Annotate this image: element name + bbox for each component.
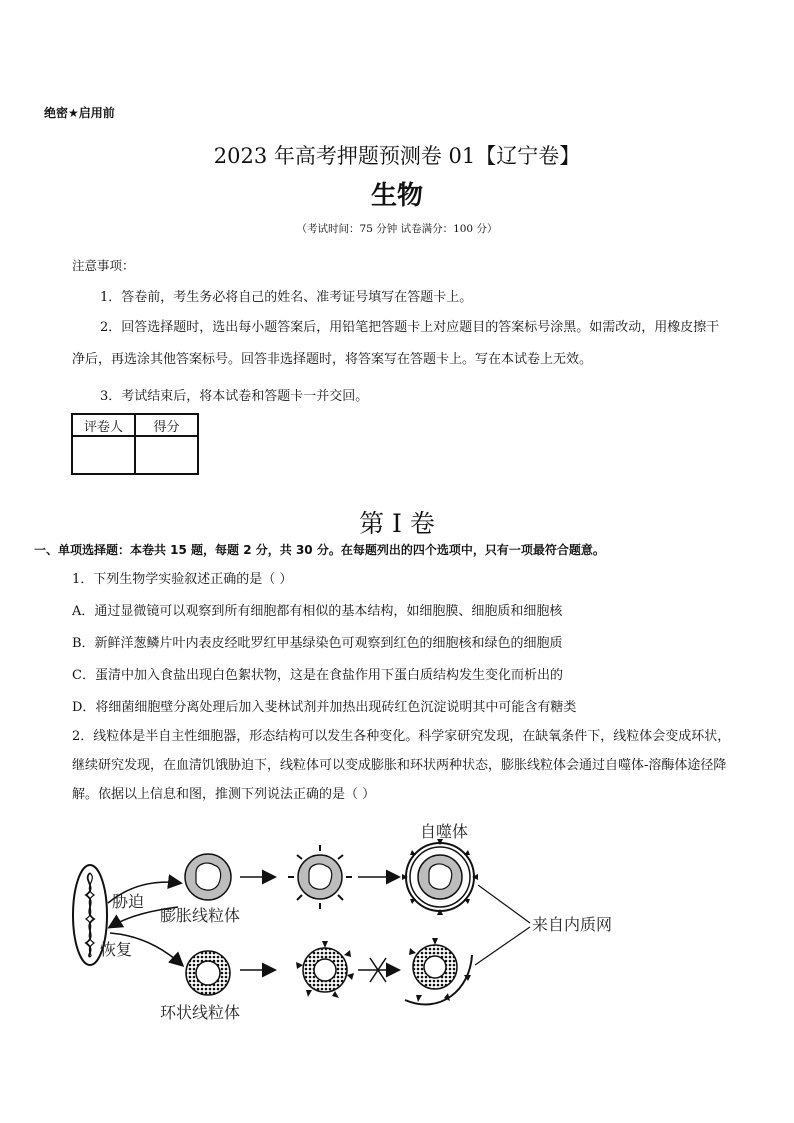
confidential-label: 绝密★启用前 (44, 106, 115, 120)
mitochondria-figure (60, 815, 660, 1030)
swollen-mitochondrion-icon (185, 854, 231, 900)
ring-er-icon (405, 938, 472, 1004)
blocked-arrow-icon (358, 958, 398, 982)
ring-mitochondrion-icon (186, 951, 230, 995)
label-stress: 胁迫 (112, 892, 145, 911)
question-1-stem: 1．下列生物学实验叙述正确的是（ ） (72, 572, 293, 587)
section-instruction: 一、单项选择题：本卷共 15 题，每题 2 分，共 30 分。在每题列出的四个选项中，只有一项最符合题意。 (34, 543, 605, 557)
swollen-spiked-icon (288, 845, 352, 909)
score-table-header-score: 得分 (135, 414, 198, 436)
label-recover: 恢复 (100, 940, 133, 959)
autophagosome-icon (402, 839, 478, 915)
ring-spiked-icon (296, 941, 354, 998)
er-pointer-top (478, 885, 530, 923)
label-from-er: 来自内质网 (532, 915, 613, 934)
notice-heading: 注意事项： (72, 258, 135, 273)
er-pointer-bottom (475, 927, 530, 965)
score-table-cell-score (135, 436, 198, 474)
exam-title: 2023 年高考押题预测卷 01【辽宁卷】 (213, 144, 581, 168)
question-1-option-c: C．蛋清中加入食盐出现白色絮状物，这是在食盐作用下蛋白质结构发生变化而析出的 (72, 668, 563, 683)
question-1-option-d: D．将细菌细胞壁分离处理后加入斐林试剂并加热出现砖红色沉淀说明其中可能含有糖类 (72, 700, 577, 715)
score-table-header-grader: 评卷人 (72, 414, 135, 436)
label-swollen: 膨胀线粒体 (160, 906, 241, 925)
exam-time-info: （考试时间：75 分钟 试卷满分：100 分） (296, 223, 498, 235)
question-1-option-b: B．新鲜洋葱鳞片叶内表皮经吡罗红甲基绿染色可观察到红色的细胞核和绿色的细胞质 (72, 636, 563, 651)
subject-title: 生物 (370, 181, 423, 211)
label-autophagosome: 自噬体 (420, 822, 469, 841)
question-2-stem: 2．线粒体是半自主性细胞器，形态结构可以发生各种变化。科学家研究发现，在缺氧条件下，线粒体会变成环状，继续研究发现，在血清饥饿胁迫下，线粒体可以变成膨胀和环状两种状态，膨胀线粒体会通过自噬体-溶酶体途径降解。依据以上信息和图，推测下列说法正确的是（ ） (72, 729, 731, 802)
notice-item-1: 1．答卷前，考生务必将自己的姓名、准考证号填写在答题卡上。 (100, 290, 473, 305)
question-1-option-a: A．通过显微镜可以观察到所有细胞都有相似的基本结构，如细胞膜、细胞质和细胞核 (72, 604, 563, 619)
notice-item-3: 3．考试结束后，将本试卷和答题卡一并交回。 (100, 389, 369, 404)
volume-title: 第 I 卷 (359, 509, 435, 538)
label-ring: 环状线粒体 (160, 1003, 241, 1022)
notice-item-2: 2．回答选择题时，选出每小题答案后，用铅笔把答题卡上对应题目的答案标号涂黑。如需改动，用橡皮擦干净后，再选涂其他答案标号。回答非选择题时，将答案写在答题卡上。写在本试卷上无效。 (72, 320, 720, 367)
score-table (71, 413, 199, 475)
score-table-cell-grader (72, 436, 135, 474)
